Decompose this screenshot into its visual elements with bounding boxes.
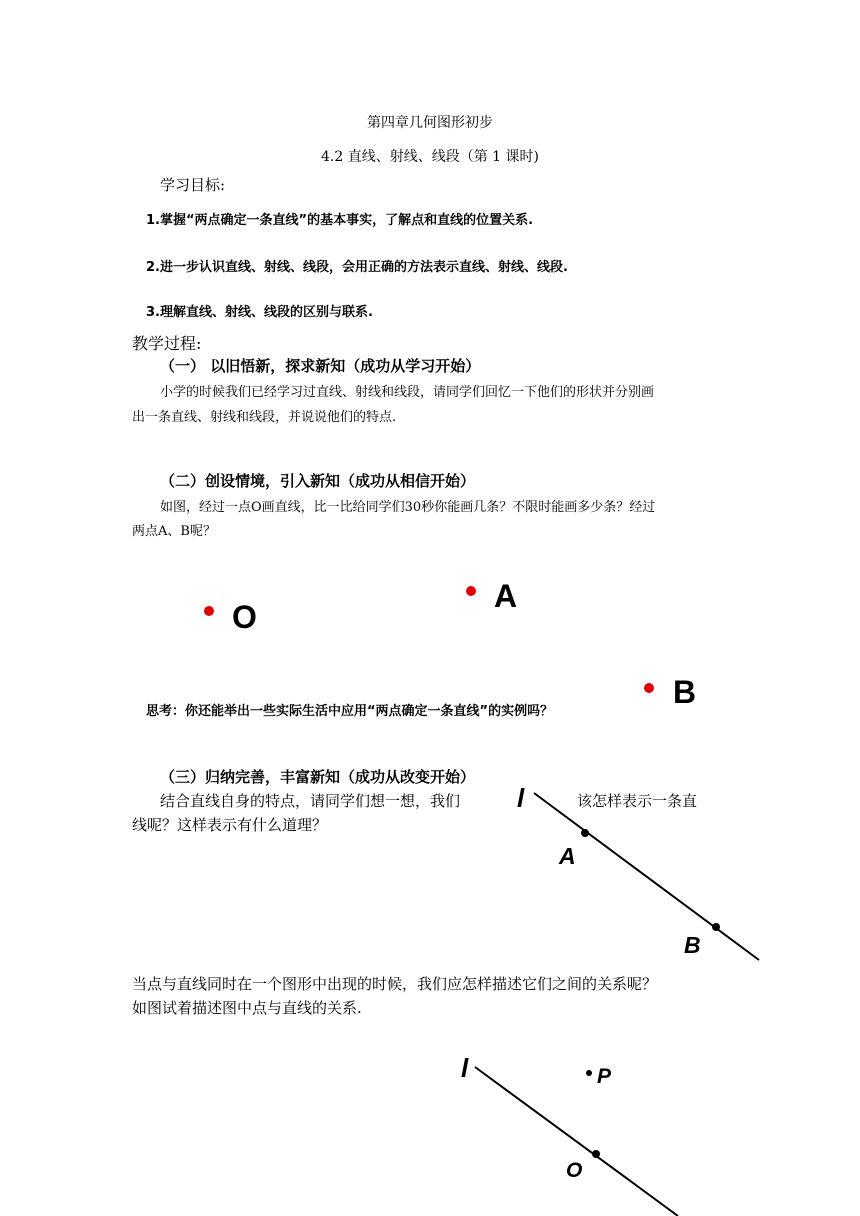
part3-text-line-2: 线呢？这样表示有什么道理？ — [132, 816, 328, 834]
part1-heading: （一） 以旧悟新，探求新知（成功从学习开始） — [160, 357, 481, 375]
part1-text-line: 出一条直线、射线和线段，并说说他们的特点. — [132, 410, 397, 425]
part3-text-line-4: 如图试着描述图中点与直线的关系. — [132, 999, 362, 1017]
process-title: 教学过程: — [132, 334, 202, 353]
point-p-dot — [586, 1070, 592, 1076]
point-b-label: B — [684, 932, 701, 958]
section-title: 4.2 直线、射线、线段（第 1 课时) — [321, 149, 539, 165]
objective-item: 3.理解直线、射线、线段的区别与联系. — [146, 305, 373, 320]
part3-heading: （三）归纳完善，丰富新知（成功从改变开始） — [160, 768, 476, 786]
point-o-label: O — [566, 1159, 583, 1182]
point-b-dot — [644, 683, 654, 693]
line-l — [534, 793, 759, 960]
part2-text-line: 如图，经过一点O画直线，比一比给同学们30秒你能画几条？不限时能画多少条？经过 — [160, 500, 656, 515]
figure-line-l-a-b — [510, 780, 770, 970]
point-o-label: O — [232, 599, 257, 635]
part2-text-line: 两点A、B呢？ — [132, 524, 216, 539]
part2-heading: （二）创设情境，引入新知（成功从相信开始） — [160, 472, 476, 490]
figure-line-l-p-o — [450, 1050, 690, 1216]
objective-item: 1.掌握“两点确定一条直线”的基本事实，了解点和直线的位置关系. — [146, 213, 534, 228]
point-p-label: P — [597, 1065, 612, 1088]
line-l-label: l — [517, 783, 525, 813]
part1-text-line: 小学的时候我们已经学习过直线、射线和线段，请同学们回忆一下他们的形状并分别画 — [160, 385, 655, 400]
point-a-dot — [466, 586, 476, 596]
point-b-dot — [712, 923, 720, 931]
part3-text-line-1b: 该怎样表示一条直 — [577, 792, 698, 810]
line-l-label: l — [461, 1053, 469, 1083]
point-b-label: B — [673, 674, 697, 710]
objectives-title: 学习目标: — [160, 176, 226, 194]
chapter-title: 第四章几何图形初步 — [367, 115, 493, 131]
point-a-label: A — [494, 578, 518, 614]
line-l — [475, 1067, 678, 1216]
objective-item: 2.进一步认识直线、射线、线段，会用正确的方法表示直线、射线、线段. — [146, 260, 568, 275]
point-a-dot — [581, 829, 589, 837]
part3-text-line-1a: 结合直线自身的特点，请同学们想一想，我们 — [160, 792, 461, 810]
think-question: 思考：你还能举出一些实际生活中应用“两点确定一条直线”的实例吗？ — [146, 704, 554, 719]
point-o-dot — [592, 1150, 600, 1158]
part3-text-line-3: 当点与直线同时在一个图形中出现的时候，我们应怎样描述它们之间的关系呢？ — [132, 975, 658, 993]
figure-points-o-a-b — [0, 560, 860, 720]
point-a-label: A — [559, 843, 576, 869]
point-o-dot — [204, 606, 214, 616]
